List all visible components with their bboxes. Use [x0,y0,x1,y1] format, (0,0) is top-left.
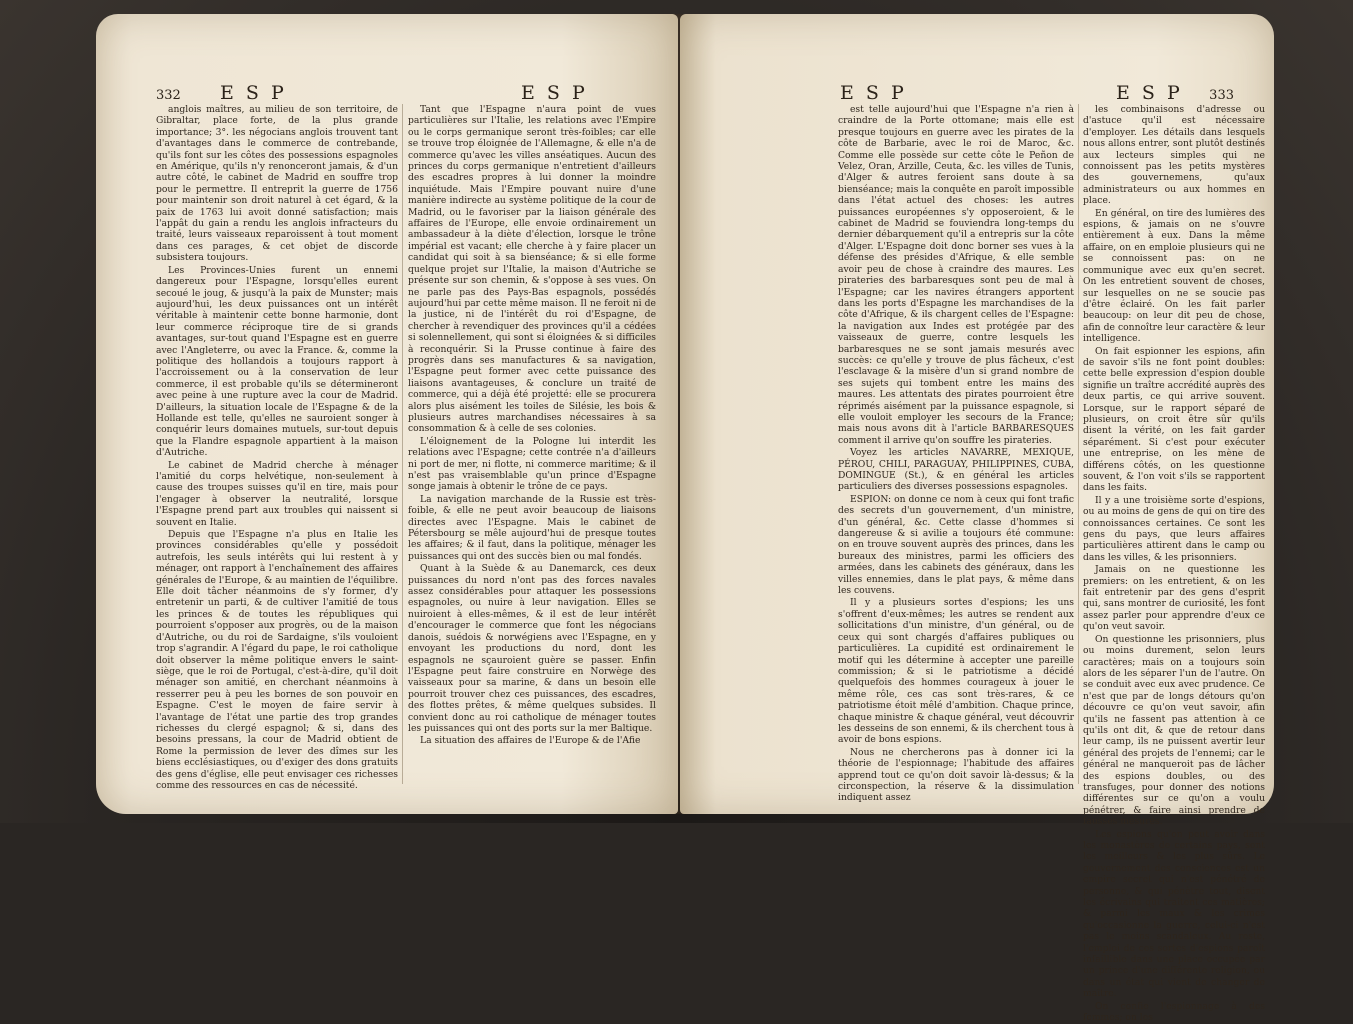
paragraph: Voyez les articles NAVARRE, MEXIQUE, PÉROU, CHILI, PARAGUAY, PHILIPPINES, CUBA, DOMINGUE (St.), & en général les articles particuliers des diverses possessions espagnoles. [838,447,1074,493]
right-page [680,14,1274,1024]
left-page [96,14,678,814]
paragraph: Il y a une troisième sorte d'espions, ou au moins de gens de qui on tire des connoissances certaines. Ce sont les gens du pays, que leurs affaires particulières attirent dans le camp ou dans les villes, & les prisonniers. [1083,494,1265,563]
right-column-1 [838,104,1074,804]
paragraph: est telle aujourd'hui que l'Espagne n'a rien à craindre de la Porte ottomane; mais elle est presque toujours en guerre avec les pirates de la côte de Barbarie, avec le roi de Maroc, &c. Comme elle possède sur cette côte le Peñon de Velez, Oran, Arzille, Ceuta, &c. les villes de Tunis, d'Alger & autres feroient sans doute à sa bienséance; mais la conquête en paroît impossible dans l'état actuel des choses: les autres puissances européennes s'y opposeroient, & le cabinet de Madrid se fouviendra long-temps du dernier débarquement qu'il a entrepris sur la côte d'Alger. L'Espagne doit donc borner ses vues à la défense des présides d'Afrique, & elle semble avoir peu de chose à craindre des maures. Les pirateries des barbaresques sont peu de mal à l'Espagne; car les navires étrangers apportent dans les ports d'Espagne les marchandises de la côte d'Afrique, & ils chargent celles de l'Espagne: la navigation aux Indes est protégée par des vaisseaux de guerre, contre lesquels les barbaresques ne se sont jamais mesurés avec succès: ce qu'elle y trouve de plus fâcheux, c'est l'esclavage & la misère d'un si grand nombre de ses sujets qui tombent entre les mains des maures. Les attentats des pirates pourroient être réprimés aisément par la puissance espagnole, si elle vouloit employer les secours de la France; mais nous avons dit à l'article BARBARESQUES comment il arrive qu'on souffre les pirateries. [838,104,1074,446]
paragraph: anglois maîtres, au milieu de son territoire, de Gibraltar, place forte, de la plus grande importance; 3°. les négocians anglois trouvent tant d'avantages dans le commerce de contrebande, qu'ils font sur les côtes des possessions espagnoles en Amérique, qu'ils n'y renonceront jamais, & d'un autre côté, le cabinet de Madrid en souffre trop pour le permettre. Il entreprit la guerre de 1756 pour maintenir son droit naturel à cet égard, & la paix de 1763 lui avoit donné satisfaction; mais l'appât du gain a rendu les anglois infracteurs du traité, leurs vaisseaux reparoissent à tout moment dans ces parages, & cet objet de discorde subsistera toujours. [156,104,398,264]
right-headword-1: E S P [840,82,907,104]
paragraph: La navigation marchande de la Russie est très-foible, & elle ne peut avoir beaucoup de liaisons directes avec l'Espagne. Mais le cabinet de Pétersbourg se mêle aujourd'hui de presque toutes les affaires; & il faut, dans la politique, ménager les puissances qui ont des succès bien ou mal fondés. [408,493,656,562]
paragraph: On confie l'espionnage à des femmes; on les [1083,1000,1265,1024]
paragraph: En général, on tire des lumières des espions, & jamais on ne s'ouvre entièrement à eux. Dans la même affaire, on en emploie plusieurs qui ne se connoissent pas: on ne communique avec eux qu'en secret. On les entretient souvent de choses, sur lesquelles on ne se soucie pas d'être éclairé. On les fait parler beaucoup: on leur dit peu de chose, afin de connoître leur caractère & leur intelligence. [1083,207,1265,345]
paragraph: Les Provinces-Unies furent un ennemi dangereux pour l'Espagne, lorsqu'elles eurent secoué le joug, & jusqu'à la paix de Munster; mais aujourd'hui, les deux puissances ont un intérêt véritable à maintenir cette bonne harmonie, dont leur commerce réciproque tire de si grands avantages, sur-tout quand l'Espagne est en guerre avec l'Angleterre, ou avec la France. &, comme la politique des hollandois a toujours rapport à l'accroissement ou à la conservation de leur commerce, il est probable qu'ils se détermineront avec peine à une rupture avec la cour de Madrid. D'ailleurs, la situation locale de l'Espagne & de la Hollande est telle, qu'elles ne sauroient songer à conquérir leurs domaines mutuels, sur-tout depuis que la Flandre espagnole appartient à la maison d'Autriche. [156,264,398,459]
left-headword-1: E S P [220,82,287,104]
paragraph: L'éloignement de la Pologne lui interdit les relations avec l'Espagne; cette contrée n'a d'ailleurs ni port de mer, ni flotte, ni commerce maritime; & il n'est pas vraisemblable qu'un prince d'Espagne songe jamais à obtenir le trône de ce pays. [408,435,656,493]
paragraph: Tant que l'Espagne n'aura point de vues particulières sur l'Italie, les relations avec l'Empire ou le corps germanique seront très-foibles; car elle se trouve trop éloignée de l'Allemagne, & elle n'a de commerce qu'avec les villes anséatiques. Aucun des princes du corps germanique n'entretient d'ailleurs des escadres propres à lui donner la moindre inquiétude. Mais l'Empire pouvant nuire d'une manière indirecte au système politique de la cour de Madrid, ou le favoriser par la liaison générale des affaires de l'Europe, elle envoie ordinairement un ambassadeur à la diète d'élection, lorsque le trône impérial est vacant; elle cherche à y faire placer un candidat qui soit à sa bienséance; & si elle forme quelque projet sur l'Italie, la maison d'Autriche se présente sur son chemin, & s'oppose à ses vues. On ne parle pas des Pays-Bas espagnols, possédés aujourd'hui par cette même maison. Il ne feroit ni de la justice, ni de l'intérêt du roi d'Espagne, de chercher à revendiquer des provinces qu'il a cédées si solennellement, qui sont si éloignées & si difficiles à reconquérir. Si la Prusse continue à faire des progrès dans ses manufactures & sa navigation, l'Espagne peut former avec cette puissance des liaisons avantageuses, & conclure un traité de commerce, qui a déjà été projetté: elle se procurera alors plus aisément les toiles de Silésie, les bois & plusieurs autres marchandises nécessaires à sa consommation & à celle de ses colonies. [408,104,656,435]
paragraph: Jamais on ne questionne les premiers: on les entretient, & on les fait entretenir par des gens d'esprit qui, sans montrer de curiosité, les font assez parler pour apprendre d'eux ce qu'on veut savoir. [1083,564,1265,633]
left-column-2 [408,104,656,794]
left-running-head [156,82,638,104]
paragraph: La situation des affaires de l'Europe & de l'Afie [420,735,641,747]
right-folio: 333 [1209,88,1234,103]
paragraph: Depuis que l'Espagne n'a plus en Italie les provinces considérables qu'elle y possédoit autrefois, les seuls intérêts qui lui restent à y ménager, ont rapport à l'enchaînement des affaires générales de l'Europe, & au maintien de l'équilibre. Elle doit tâcher néanmoins de s'y former, d'y entretenir un parti, & de cultiver l'amitié de tous les princes & de toutes les républiques qui pourroient s'opposer aux progrès, ou de la maison d'Autriche, ou du roi de Sardaigne, s'ils vouloient trop s'agrandir. A l'égard du pape, le roi catholique doit observer la même politique envers le saint-siège, que le roi de Portugal, c'est-à-dire, qu'il doit ménager son amitié, en cherchant néanmoins à resserrer peu à peu les bornes de son pouvoir en Espagne. C'est le moyen de faire servir à l'avantage de l'état une partie des trop grandes richesses du clergé espagnol; & si, dans des besoins pressans, la cour de Madrid obtient de Rome la permission de lever des dîmes sur les biens ecclésiastiques, ou d'exiger des dons gratuits des gens d'église, elle peut envisager ces richesses comme des ressources en cas de nécessité. [156,529,398,791]
column-rule [1078,104,1079,784]
paragraph: Le cabinet de Madrid cherche à ménager l'amitié du corps helvétique, non-seulement à cause des troupes suisses qu'il en tire, mais pour l'engager à observer la neutralité, lorsque l'Espagne prend part aux troubles qui naissent si souvent en Italie. [156,459,398,528]
right-column-2 [1083,104,1265,1024]
left-column-1 [156,104,398,794]
paragraph: les combinaisons d'adresse ou d'astuce qu'il est nécessaire d'employer. Les détails dans lesquels nous allons entrer, sont plutôt destinés aux lecteurs simples qui ne connoissent pas les petits mystères des gouvernemens, qu'aux administrateurs ou aux hommes en place. [1083,104,1265,207]
paragraph: Il y a plusieurs sortes d'espions; les uns s'offrent d'eux-mêmes; les autres se rendent aux sollicitations d'un ministre, d'un général, ou de ceux qui sont chargés d'affaires publiques ou particulières. La cupidité est ordinairement le motif qui les détermine à accepter une pareille commission; & si le patriotisme a décidé quelquefois des hommes courageux à jouer le même rôle, ces cas sont très-rares, & ce patriotisme étoit mêlé d'ambition. Chaque prince, chaque ministre & chaque général, veut découvrir les desseins de son ennemi, & ils cherchent tous à avoir de bons espions. [838,597,1074,746]
paragraph: On questionne les prisonniers, plus ou moins durement, selon leurs caractères; mais on a toujours soin alors de les séparer l'un de l'autre. On se conduit avec eux avec prudence. Ce n'est que par de longs détours qu'on découvre ce qu'on veut savoir, afin qu'ils ne fassent pas attention à ce qu'ils ont dit, & que de retour dans leur camp, ils ne puissent avertir leur général des projets de l'ennemi; car le général ne manqueroit pas de lâcher des espions doubles, ou des transfuges, pour donner des notions différentes sur ce qu'on a voulu pénétrer, & faire ainsi prendre de fausses mesures. [1083,633,1265,828]
paragraph: ESPION: on donne ce nom à ceux qui font trafic des secrets d'un gouvernement, d'un ministre, d'un général, &c. Cette classe d'hommes si dangereuse & si avilie a toujours été commune: on en trouve souvent auprès des princes, dans les bureaux des ministres, parmi les officiers des armées, dans les cabinets des généraux, dans les villes ennemies, dans le plat pays, & même dans les couvens. [838,493,1074,597]
right-running-head [740,82,1234,104]
paragraph: On fait espionner les espions, afin de savoir s'ils ne font point doubles: cette belle expression d'espion double signifie un traître accrédité auprès des deux partis, ce qui arrive souvent. Lorsque, sur le rapport séparé de plusieurs, on croit être sûr qu'ils disent la vérité, on les fait garder séparément. Si c'est pour exécuter une entreprise, on les mène de différens côtés, on les questionne souvent, & l'on voit s'ils se rapportent dans les faits. [1083,345,1265,494]
paragraph: Nous ne chercherons pas à donner ici la théorie de l'espionnage; l'habitude des affaires apprend tout ce qu'on doit savoir là-dessus; & la circonspection, la réserve & la dissimulation indiquent assez [838,746,1074,804]
column-rule [402,104,403,784]
paragraph: Les espions qu'on peut avoir dans les monastères de certains pays, sont les meilleurs & les plus sûrs. Le gouvernement des consciences est un empire secret qui n'est pénétré de personne, & qui pénètre tout, disent les écrivains qui traitent ces matières; & parmi les maux & les crimes qu'occasionne la guerre, celui-ci n'est pas le moins scandaleux. Au reste, l'emploi de ces sortes d'espions paroît infaillible dans une place occupée par un prince d'une différente religion, ou dans un état qui vient de changer de maître. [1083,828,1265,1000]
right-headword-2: E S P [1116,82,1183,104]
left-folio: 332 [156,88,181,103]
left-headword-2: E S P [521,82,588,104]
paragraph: Quant à la Suède & au Danemarck, ces deux puissances du nord n'ont pas des forces navales assez considérables pour attaquer les possessions espagnoles, ou nuire à leur navigation. Elles se nuiroient à elles-mêmes, & il est de leur intérêt d'encourager le commerce que font les négocians danois, suédois & norwégiens avec l'Espagne, en y envoyant les productions du nord, dont les espagnols ne sçauroient guère se passer. Enfin l'Espagne peut faire construire en Norwège des vaisseaux pour sa marine, & dans un besoin elle pourroit trouver chez ces puissances, des escadres, des flottes prêtes, & même quelques subsides. Il convient donc au roi catholique de ménager toutes les puissances qui ont des ports sur la mer Baltique. [408,563,656,734]
